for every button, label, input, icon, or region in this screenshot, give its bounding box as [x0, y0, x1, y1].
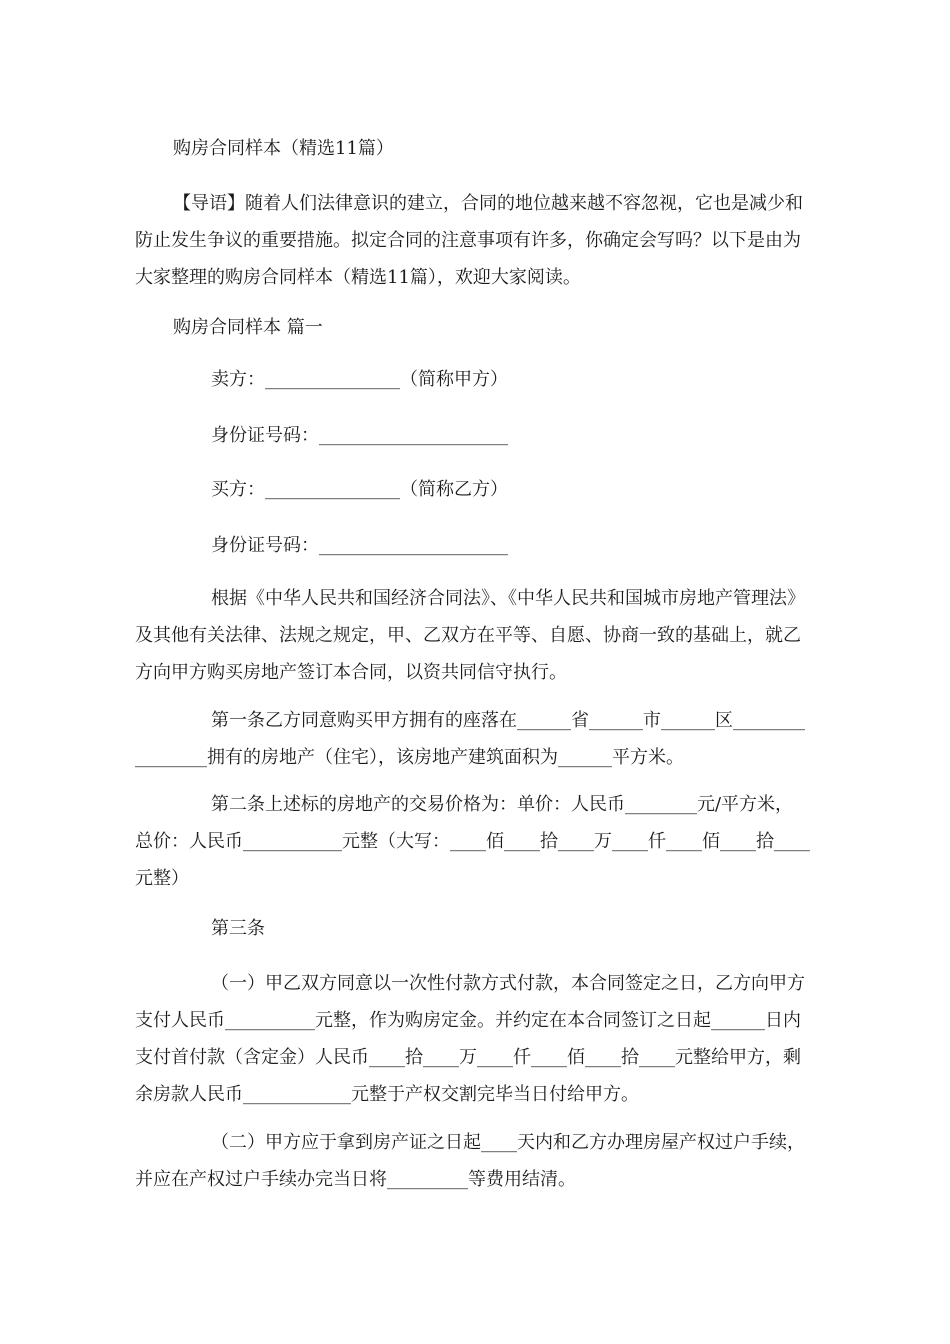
seller-line: 卖方：_______________（简称甲方） [211, 369, 508, 390]
article-1: 第一条乙方同意购买甲方拥有的座落在______省______市______区________________拥有的房地产（住宅），该房地产建筑面积为______平方米。 [135, 710, 805, 768]
buyer-line: 买方：_______________（简称乙方） [211, 479, 508, 500]
buyer-id-line: 身份证号码：_____________________ [211, 535, 508, 556]
section-heading: 购房合同样本 篇一 [173, 317, 323, 338]
article-3-heading: 第三条 [211, 918, 265, 939]
seller-id-line: 身份证号码：_____________________ [211, 425, 508, 446]
preamble-paragraph: 根据《中华人民共和国经济合同法》、《中华人民共和国城市房地产管理法》及其他有关法律、法规之规定，甲、乙双方在平等、自愿、协商一致的基础上，就乙方向甲方购买房地产签订本合同，以资共同信守执行。 [135, 588, 805, 683]
intro-paragraph: 【导语】随着人们法律意识的建立，合同的地位越来越不容忽视，它也是减少和防止发生争议的重要措施。拟定合同的注意事项有许多，你确定会写吗？以下是由为大家整理的购房合同样本（精选11篇），欢迎大家阅读。 [135, 193, 803, 288]
article-2: 第二条上述标的房地产的交易价格为：单价：人民币________元/平方米，总价：人民币___________元整（大写：____佰____拾____万____仟____佰____拾____元整） [135, 794, 810, 889]
document-title: 购房合同样本（精选11篇） [173, 138, 394, 159]
article-3-item-1: （一）甲乙双方同意以一次性付款方式付款，本合同签定之日，乙方向甲方支付人民币__________元整，作为购房定金。并约定在本合同签订之日起______日内支付首付款（含定金）人民币____拾____万____仟____佰____拾____元整给甲方，剩余房款人民币____________元整于产权交割完毕当日付给甲方。 [135, 973, 805, 1105]
article-3-item-2: （二）甲方应于拿到房产证之日起____天内和乙方办理房屋产权过户手续，并应在产权过户手续办完当日将_________等费用结清。 [135, 1132, 805, 1190]
